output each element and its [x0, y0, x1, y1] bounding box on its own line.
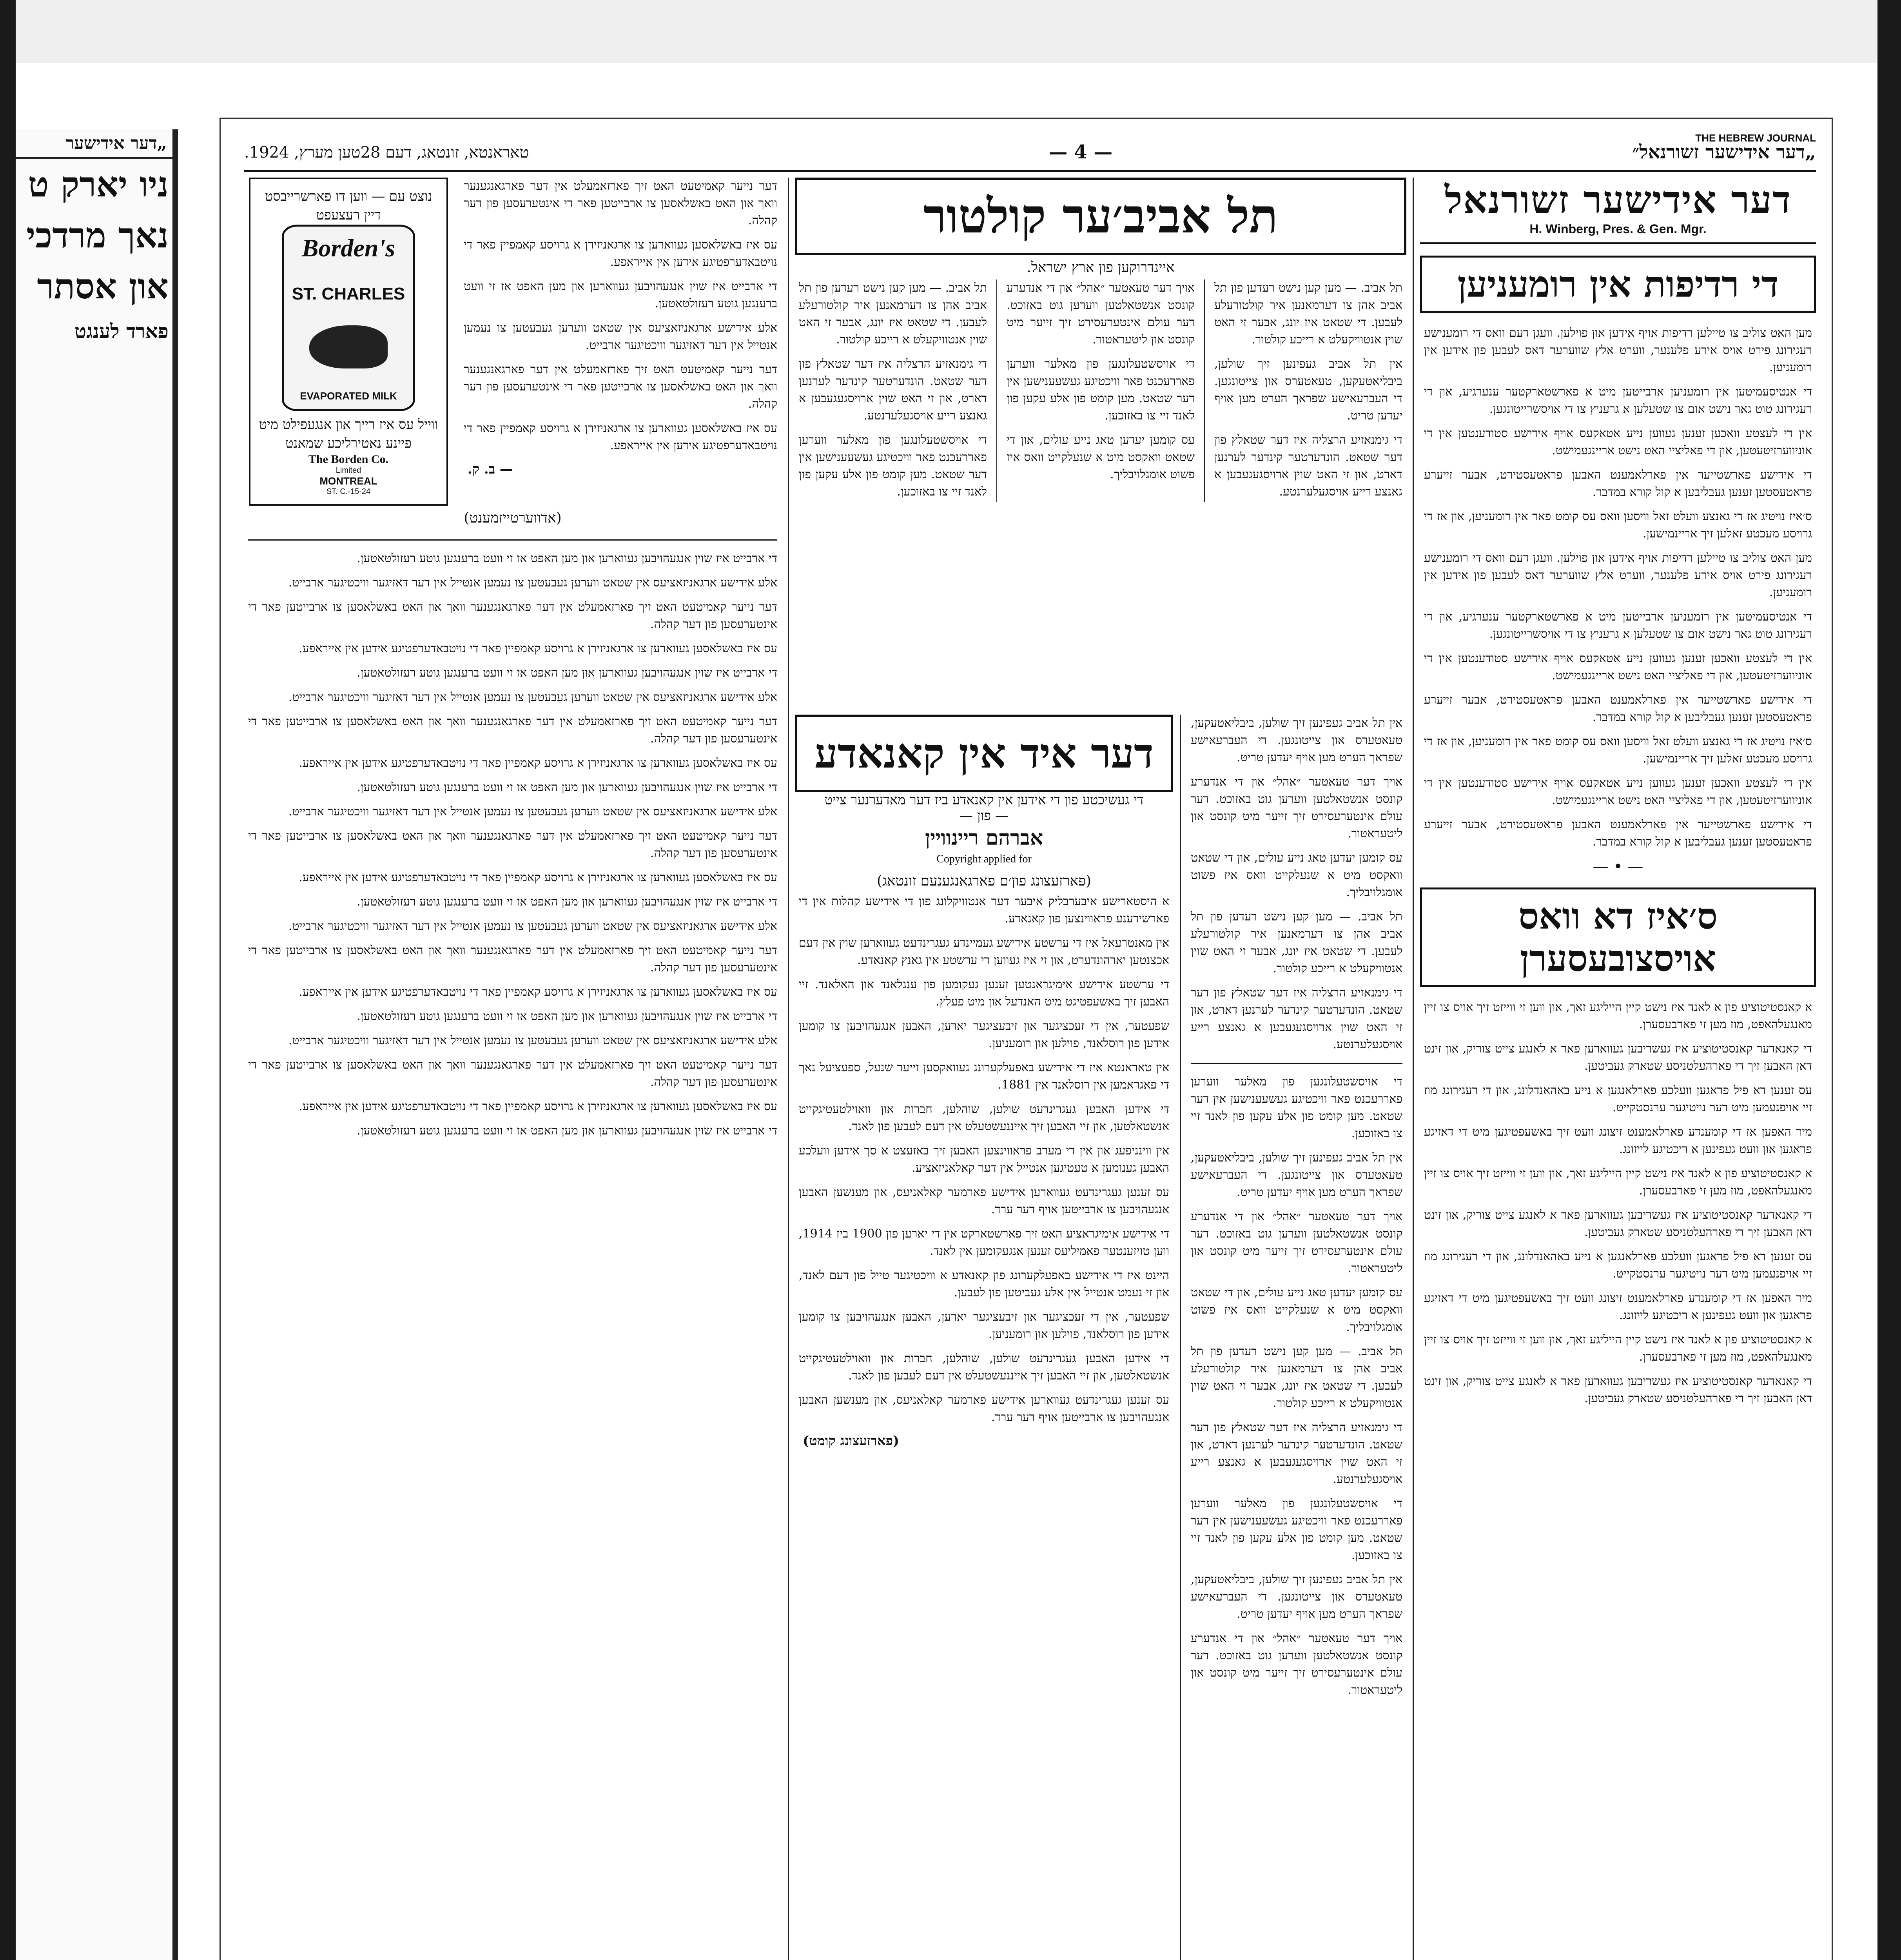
ad-text-top: נוצט עם — ווען דו פארשרייבסט דיין רעצעפט — [265, 189, 432, 223]
telaviv-paragraph: אויך דער טעאטער ״אהל״ און די אנדערע קונסט אנשטאלטען ווערען גוט באזוכט. דער עולם אינטערעסירט זיך זייער מיט קונסט און ליטעראטור. — [1191, 1632, 1402, 1697]
page-number: — 4 — — [1048, 141, 1113, 163]
jew-in-canada-headline: דער איד אין קאנאדע — [795, 715, 1173, 792]
lessons-paragraph: דער נייער קאמיטעט האט זיך פארזאמעלט אין דער פארגאנגענער וואך און האט באשלאסען צו ארבייטען פאר די אינטערעסען פון דער קהלה. — [248, 1058, 777, 1089]
lessons-paragraph: עס איז באשלאסען געווארען צו ארגאניזירן א גרויסע קאמפיין פאר די נויטבאדערפטיגע אידען אין אייראפע. — [299, 1100, 777, 1113]
lessons-paragraph: דער נייער קאמיטעט האט זיך פארזאמעלט אין דער פארגאנגענער וואך און האט באשלאסען צו ארבייטען פאר די אינטערעסען פון דער קהלה. — [464, 363, 777, 411]
english-journal-name: THE HEBREW JOURNAL — [1695, 132, 1816, 144]
telaviv-headline: תל אביב׳ער קולטור — [795, 178, 1406, 255]
canada-paragraph: אין מאנטרעאל איז די ערשטע אידישע געמיינדע געגרינדעט געווארען שוין אין דעם אכצנטען יארהונדערט, און זי איז געווען די ערשטע אין גאנץ קאנאדע. — [799, 936, 1169, 967]
lessons-paragraph: אלע אידישע ארגאניזאציעס אין שטאט ווערען געבעטען צו נעמען אנטייל אין דער דאזיגער וויכטיגער ארבייט. — [288, 1034, 777, 1047]
telaviv-paragraph: די גימנאזיע הרצליה איז דער שטאלץ פון דער שטאט. הונדערטער קינדער לערנען דארט, און זי האט שוין ארויסגעגעבען א גאנצע רייע אויסגעלערנטע. — [1191, 986, 1402, 1051]
telaviv-paragraph: די גימנאזיע הרצליה איז דער שטאלץ פון דער שטאט. הונדערטער קינדער לערנען דארט, און זי האט שוין ארויסגעגעבען א גאנצע רייע אויסגעלערנטע. — [1191, 1421, 1402, 1486]
telaviv-paragraph: אין תל אביב געפינען זיך שולען, ביבליאטעקען, טעאטערס און צייטונגען. די העברעאישע שפראך הערט מען אויף יעדען טריט. — [1191, 716, 1402, 764]
column-divider — [1191, 1063, 1402, 1064]
masthead-title: דער אידישער זשורנאל — [1444, 178, 1792, 222]
improve-paragraph: עס זענען דא פיל פראגען וועלכע פארלאנגען א נייע באהאנדלונג, און די רעגירונג מוז זיי אויפנעמען מיט דער נויטיגער ערנסטקייט. — [1424, 1083, 1812, 1114]
improve-paragraph: די קאנאדער קאנסטיטוציע איז געשריבען געווארען פאר א לאנגע צייט צוריק, און זינט דאן האבען זיך די פארהעלטניסע שטארק געביטען. — [1424, 1208, 1812, 1239]
lessons-paragraph: דער נייער קאמיטעט האט זיך פארזאמעלט אין דער פארגאנגענער וואך און האט באשלאסען צו ארבייטען פאר די אינטערעסען פון דער קהלה. — [248, 715, 777, 746]
ad-text-mid: ווייל עס איז רייך און אנגעפילט מיט פיינע נאטירליכע שמאנט — [259, 417, 438, 451]
canada-paragraph: די אידען האבען געגרינדעט שולען, שוהלען, חברות און וואוילטעטיגקייט אנשטאלטען, און זיי האבען זיך אייננעשטעלט אין דעם לעבען פון לאנד. — [799, 1102, 1169, 1133]
improve-paragraph: מיר האפען אז די קומענדע פארלאמענט זיצונג וועט זיך באשעפטיגען מיט די דאזיגע פראגען און וועט געפינען א ריכטיגע לייזונג. — [1424, 1291, 1812, 1322]
romania-paragraph: ס׳איז נויטיג אז די גאנצע וועלט זאל וויסען וואס עס קומט פאר אין רומעניען, און אז די גרויסע מעכטע זאלען זיך אריינמישען. — [1424, 510, 1812, 541]
newspaper-page — [219, 118, 1833, 1960]
prev-page-headline-3: און אסתר — [37, 266, 169, 307]
scan-top-margin — [0, 0, 1901, 63]
lessons-paragraph: עס איז באשלאסען געווארען צו ארגאניזירן א גרויסע קאמפיין פאר די נויטבאדערפטיגע אידען אין אייראפע. — [464, 238, 777, 269]
lessons-paragraph: דער נייער קאמיטעט האט זיך פארזאמעלט אין דער פארגאנגענער וואך און האט באשלאסען צו ארבייטען פאר די אינטערעסען פון דער קהלה. — [248, 829, 777, 860]
prev-page-subhead: פארד לענגט — [74, 319, 169, 343]
lessons-paragraph: די ארבייט איז שוין אנגעהויבען געווארען און מען האפט אז זי וועט ברענגען גוטע רעזולטאטען. — [464, 279, 777, 310]
romania-paragraph: די אידישע פארשטייער אין פארלאמענט האבען פראטעסטירט, אבער זייערע פראטעסטען זענען געבליבען א קול קורא במדבר. — [1424, 693, 1812, 724]
romania-paragraph: די אידישע פארשטייער אין פארלאמענט האבען פראטעסטירט, אבער זייערע פראטעסטען זענען געבליבען א קול קורא במדבר. — [1424, 468, 1812, 499]
lessons-paragraph: דער נייער קאמיטעט האט זיך פארזאמעלט אין דער פארגאנגענער וואך און האט באשלאסען צו ארבייטען פאר די אינטערעסען פון דער קהלה. — [248, 944, 777, 975]
lessons-paragraph: די ארבייט איז שוין אנגעהויבען געווארען און מען האפט אז זי וועט ברענגען גוטע רעזולטאטען. — [357, 666, 777, 680]
copyright-notice: Copyright applied for — [936, 853, 1032, 865]
column-rule — [1413, 178, 1414, 1960]
lessons-signature: — ב. ק. — [468, 461, 513, 477]
romania-paragraph: מען האט צוליב צו טיילען רדיפות אויף אידען און פוילען. וועגן דעם וואס די רומענישע רעגירונג פירט אויס אירע פלענער, ווערט אלץ שווערער דאס לעבען פון אידען אין רומעניען. — [1424, 326, 1812, 374]
telaviv-byline: איינדרוקען פון ארץ ישראל. — [1027, 260, 1175, 276]
lessons-paragraph: עס איז באשלאסען געווארען צו ארגאניזירן א גרויסע קאמפיין פאר די נויטבאדערפטיגע אידען אין אייראפע. — [299, 871, 777, 884]
improve-paragraph: די קאנאדער קאנסטיטוציע איז געשריבען געווארען פאר א לאנגע צייט צוריק, און זינט דאן האבען זיך די פארהעלטניסע שטארק געביטען. — [1424, 1042, 1812, 1073]
canada-paragraph: שפעטער, אין די זעכציגער און זיבעציגער יארען, האבען אנגעהויבען צו קומען אידען פון רוסלאנד, פוילען און רומעניען. — [799, 1019, 1169, 1050]
telaviv-body — [795, 279, 1406, 502]
romania-headline: די רדיפות אין רומעניען — [1420, 256, 1816, 313]
telaviv-paragraph: די אויסשטעלונגען פון מאלער ווערען פאררעכנט פאר וויכטיגע געשעענישען אין דער שטאט. מען קומט פון אלע עקען פון לאנד זיי צו באזוכען. — [1191, 1497, 1402, 1562]
editorial-column — [1420, 178, 1816, 1960]
telaviv-paragraph: די אויסשטעלונגען פון מאלער ווערען פאררעכנט פאר וויכטיגע געשעענישען אין דער שטאט. מען קומט פון אלע עקען פון לאנד זיי צו באזוכען. — [799, 433, 987, 499]
paper-name: „דער אידישער זשורנאל״ — [1632, 141, 1816, 163]
lessons-paragraph: דער נייער קאמיטעט האט זיך פארזאמעלט אין דער פארגאנגענער וואך און האט באשלאסען צו ארבייטען פאר די אינטערעסען פון דער קהלה. — [464, 179, 777, 227]
telaviv-paragraph: אויך דער טעאטער ״אהל״ און די אנדערע קונסט אנשטאלטען ווערען גוט באזוכט. דער עולם אינטערעסירט זיך זייער מיט קונסט און ליטעראטור. — [1191, 1210, 1402, 1275]
telaviv-paragraph: אויך דער טעאטער ״אהל״ און די אנדערע קונסט אנשטאלטען ווערען גוט באזוכט. דער עולם אינטערעסירט זיך זייער מיט קונסט און ליטעראטור. — [1007, 281, 1195, 347]
telaviv-paragraph: תל אביב. — מען קען נישט רעדען פון תל אביב אהן צו דערמאנען איר קולטורעלע לעבען. די שטאט איז יונג, אבער זי האט שוין אנטוויקעלט א רייכע קולטור. — [1214, 281, 1402, 347]
column-rule — [788, 178, 789, 1960]
telaviv-paragraph: די גימנאזיע הרצליה איז דער שטאלץ פון דער שטאט. הונדערטער קינדער לערנען דארט, און זי האט שוין ארויסגעגעבען א גאנצע רייע אויסגעלערנטע. — [1214, 433, 1402, 499]
prev-page-headline-1: ניו יארק ט — [28, 164, 169, 205]
lessons-paragraph: אלע אידישע ארגאניזאציעס אין שטאט ווערען געבעטען צו נעמען אנטייל אין דער דאזיגער וויכטיגער ארבייט. — [288, 919, 777, 933]
canada-paragraph: עס זענען געגרינדעט געווארען אידישע פארמער קאלאניעס, און מענשען האבען אנגעהויבען צו ארבייטען אויף דער ערד. — [799, 1393, 1169, 1424]
continued-note: (פארזעצונג פון׳ם פארגאנגענעם זונטאג) — [877, 873, 1091, 889]
cow-icon — [309, 325, 388, 368]
telaviv-paragraph: תל אביב. — מען קען נישט רעדען פון תל אביב אהן צו דערמאנען איר קולטורעלע לעבען. די שטאט איז יונג, אבער זי האט שוין אנטוויקעלט א רייכע קולטור. — [1191, 1345, 1402, 1410]
lessons-paragraph: עס איז באשלאסען געווארען צו ארגאניזירן א גרויסע קאמפיין פאר די נויטבאדערפטיגע אידען אין אייראפע. — [464, 421, 777, 452]
canada-paragraph: די ערשטע אידישע אימיגראנטען זענען געקומען פון ענגלאנד און האלאנד. זיי האבען זיך באשעפטיגט מיט האנדעל און מיט פעלץ. — [799, 978, 1169, 1009]
canada-paragraph: אין ווינניפעג און אין די מערב פראווינצען האבען זיך באזעצט א סך אידען וועלכע האבען גענומען א טעטיגען אנטייל אין דער קאלאניזאציע. — [799, 1144, 1169, 1175]
canada-paragraph: א היסטארישע איבערבליק איבער דער אנטוויקלונג פון די אידישע קהלות אין די פארשידענע פראווינצען פון קאנאדע. — [799, 895, 1169, 926]
milk-can-image — [282, 225, 415, 411]
ad-product: ST. CHARLES — [292, 284, 405, 303]
telaviv-paragraph: אין תל אביב געפינען זיך שולען, ביבליאטעקען, טעאטערס און צייטונגען. די העברעאישע שפראך הערט מען אויף יעדען טריט. — [1191, 1573, 1402, 1621]
improve-paragraph: מיר האפען אז די קומענדע פארלאמענט זיצונג וועט זיך באשעפטיגען מיט די דאזיגע פראגען און וועט געפינען א ריכטיגע לייזונג. — [1424, 1125, 1812, 1156]
telaviv-paragraph: אין תל אביב געפינען זיך שולען, ביבליאטעקען, טעאטערס און צייטונגען. די העברעאישע שפראך הערט מען אויף יעדען טריט. — [1191, 1151, 1402, 1199]
continued-footer: (פארזעצונג קומט) — [803, 1433, 900, 1449]
improve-paragraph: די קאנאדער קאנסטיטוציע איז געשריבען געווארען פאר א לאנגע צייט צוריק, און זינט דאן האבען זיך די פארהעלטניסע שטארק געביטען. — [1424, 1374, 1812, 1405]
lessons-paragraph: די ארבייט איז שוין אנגעהויבען געווארען און מען האפט אז זי וועט ברענגען גוטע רעזולטאטען. — [357, 1009, 777, 1023]
previous-page-fragment — [16, 129, 178, 1960]
telaviv-article — [795, 178, 1406, 707]
lessons-top — [460, 178, 781, 506]
canada-paragraph: אין טאראנטא איז די אידישע באפעלקערונג געוואקסען זייער שנעל, ספעציעל נאך די פאגראמען אין רוסלאנד אין 1881. — [799, 1061, 1169, 1092]
romania-paragraph: אין די לעצטע וואכען זענען געווען נייע אטאקעס אויף אידישע סטודענטען אין די אוניווערזיטעטען, און די פאליציי האט נישט אריינגעמישט. — [1424, 426, 1812, 457]
ad-brand: Borden's — [301, 234, 395, 262]
ad-city: MONTREAL — [319, 475, 377, 487]
romania-paragraph: מען האט צוליב צו טיילען רדיפות אויף אידען און פוילען. וועגן דעם וואס די רומענישע רעגירונג פירט אויס אירע פלענער, ווערט אלץ שווערער דאס לעבען פון אידען אין רומעניען. — [1424, 551, 1812, 599]
canada-paragraph: היינט איז די אידישע באפעלקערונג פון קאנאדע א וויכטיגער טייל פון דעם לאנד, און זי נעמט אנטייל אין אלע געביטען פון לעבען. — [799, 1269, 1169, 1299]
improve-headline: ס׳איז דא וואס אויסצובעסערן — [1420, 887, 1816, 987]
canada-paragraph: שפעטער, אין די זעכציגער און זיבעציגער יארען, האבען אנגעהויבען צו קומען אידען פון רוסלאנד, פוילען און רומעניען. — [799, 1310, 1169, 1341]
romania-paragraph: אין די לעצטע וואכען זענען געווען נייע אטאקעס אויף אידישע סטודענטען אין די אוניווערזיטעטען, און די פאליציי האט נישט אריינגעמישט. — [1424, 652, 1812, 682]
lessons-paragraph: אלע אידישע ארגאניזאציעס אין שטאט ווערען געבעטען צו נעמען אנטייל אין דער דאזיגער וויכטיגער ארבייט. — [288, 690, 777, 704]
lessons-paragraph: אלע אידישע ארגאניזאציעס אין שטאט ווערען געבעטען צו נעמען אנטייל אין דער דאזיגער וויכטיגער ארבייט. — [464, 321, 777, 352]
romania-paragraph: אין די לעצטע וואכען זענען געווען נייע אטאקעס אויף אידישע סטודענטען אין די אוניווערזיטעטען, און די פאליציי האט נישט אריינגעמישט. — [1424, 776, 1812, 807]
ad-caption: (אדווערטייזמענט) — [464, 510, 562, 526]
lessons-paragraph: דער נייער קאמיטעט האט זיך פארזאמעלט אין דער פארגאנגענער וואך און האט באשלאסען צו ארבייטען פאר די אינטערעסען פון דער קהלה. — [248, 600, 777, 631]
improve-paragraph: א קאנסטיטוציע פון א לאנד איז נישט קיין הייליגע זאך, און ווען זי ווייזט זיך אויס צו זיין מאנגעלהאפט, מוז מען זי פארבעסערן. — [1424, 1167, 1812, 1198]
scan-edge-left — [0, 0, 16, 1960]
column-divider — [248, 539, 777, 541]
telaviv-paragraph: עס קומען יעדען טאג נייע עולים, און די שטאט וואקסט מיט א שנעלקייט וואס איז פשוט אומגלויבליך. — [1007, 433, 1195, 481]
romania-paragraph: די אנטיסעמיטען אין רומעניען ארבייטען מיט א פארשטארקטער ענערגיע, און די רעגירונג טוט גאר נישט אום צו שטעלען א גרעניץ צו די אויסשרייטונגען. — [1424, 385, 1812, 416]
telaviv-paragraph: די אויסשטעלונגען פון מאלער ווערען פאררעכנט פאר וויכטיגע געשעענישען אין דער שטאט. מען קומט פון אלע עקען פון לאנד זיי צו באזוכען. — [1007, 357, 1195, 423]
dateline: טאראנטא, זונטאג, דעם 28טען מערץ, 1924. — [244, 143, 529, 162]
improve-paragraph: א קאנסטיטוציע פון א לאנד איז נישט קיין הייליגע זאך, און ווען זי ווייזט זיך אויס צו זיין מאנגעלהאפט, מוז מען זי פארבעסערן. — [1424, 1333, 1812, 1364]
left-column — [244, 178, 781, 1960]
jew-in-canada-subtitle: די געשיכטע פון די אידען אין קאנאדע ביז דער מאדערנער צייט — [824, 792, 1144, 808]
column-rule — [1180, 715, 1181, 1960]
lessons-paragraph: עס איז באשלאסען געווארען צו ארגאניזירן א גרויסע קאמפיין פאר די נויטבאדערפטיגע אידען אין אייראפע. — [299, 642, 777, 655]
lessons-paragraph: אלע אידישע ארגאניזאציעס אין שטאט ווערען געבעטען צו נעמען אנטייל אין דער דאזיגער וויכטיגער ארבייט. — [288, 576, 777, 590]
ad-company-sub: Limited — [336, 466, 361, 475]
telaviv-paragraph: תל אביב. — מען קען נישט רעדען פון תל אביב אהן צו דערמאנען איר קולטורעלע לעבען. די שטאט איז יונג, אבער זי האט שוין אנטוויקעלט א רייכע קולטור. — [1191, 910, 1402, 975]
lessons-paragraph: עס איז באשלאסען געווארען צו ארגאניזירן א גרויסע קאמפיין פאר די נויטבאדערפטיגע אידען אין אייראפע. — [299, 756, 777, 770]
telaviv-paragraph: אין תל אביב געפינען זיך שולען, ביבליאטעקען, טעאטערס און צייטונגען. די העברעאישע שפראך הערט מען אויף יעדען טריט. — [1214, 357, 1402, 423]
lessons-paragraph: די ארבייט איז שוין אנגעהויבען געווארען און מען האפט אז זי וועט ברענגען גוטע רעזולטאטען. — [357, 780, 777, 794]
telaviv-paragraph: אויך דער טעאטער ״אהל״ און די אנדערע קונסט אנשטאלטען ווערען גוט באזוכט. דער עולם אינטערעסירט זיך זייער מיט קונסט און ליטעראטור. — [1191, 775, 1402, 840]
telaviv-paragraph: תל אביב. — מען קען נישט רעדען פון תל אביב אהן צו דערמאנען איר קולטורעלע לעבען. די שטאט איז יונג, אבער זי האט שוין אנטוויקעלט א רייכע קולטור. — [799, 281, 987, 347]
ad-label: EVAPORATED MILK — [300, 390, 397, 402]
ad-code: ST. C.-15-24 — [326, 487, 371, 496]
telaviv-paragraph: עס קומען יעדען טאג נייע עולים, און די שטאט וואקסט מיט א שנעלקייט וואס איז פשוט אומגלויבליך. — [1191, 851, 1402, 899]
scan-edge-right — [1877, 0, 1901, 1960]
middle-column — [1187, 715, 1406, 1960]
prev-page-headline-2: נאך מרדכי — [26, 215, 169, 256]
telaviv-paragraph: די גימנאזיע הרצליה איז דער שטאלץ פון דער שטאט. הונדערטער קינדער לערנען דארט, און זי האט שוין ארויסגעגעבען א גאנצע רייע אויסגעלערנטע. — [799, 357, 987, 423]
romania-paragraph: די אידישע פארשטייער אין פארלאמענט האבען פראטעסטירט, אבער זייערע פראטעסטען זענען געבליבען א קול קורא במדבר. — [1424, 818, 1812, 849]
canada-paragraph: די אידישע אימיגראציע האט זיך פארשטארקט אין די יארען פון 1900 ביז 1914, ווען טויזענטער פאמיליעס זענען אנגעקומען אין לאנד. — [799, 1227, 1170, 1258]
telaviv-paragraph: די אויסשטעלונגען פון מאלער ווערען פאררעכנט פאר וויכטיגע געשעענישען אין דער שטאט. מען קומט פון אלע עקען פון לאנד זיי צו באזוכען. — [1191, 1075, 1402, 1140]
ad-row — [244, 178, 781, 506]
romania-paragraph: די אנטיסעמיטען אין רומעניען ארבייטען מיט א פארשטארקטער ענערגיע, און די רעגירונג טוט גאר נישט אום צו שטעלען א גרעניץ צו די אויסשרייטונגען. — [1424, 610, 1812, 641]
lessons-paragraph: די ארבייט איז שוין אנגעהויבען געווארען און מען האפט אז זי וועט ברענגען גוטע רעזולטאטען. — [357, 895, 777, 909]
canada-paragraph: די אידען האבען געגרינדעט שולען, שוהלען, חברות און וואוילטעטיגקייט אנשטאלטען, און זיי האבען זיך אייננעשטעלט אין דעם לעבען פון לאנד. — [799, 1352, 1169, 1383]
prev-page-header: „דער אידישער — [16, 129, 172, 159]
improve-paragraph: א קאנסטיטוציע פון א לאנד איז נישט קיין הייליגע זאך, און ווען זי ווייזט זיך אויס צו זיין מאנגעלהאפט, מוז מען זי פארבעסערן. — [1424, 1000, 1812, 1031]
page-header — [244, 134, 1816, 172]
lessons-paragraph: די ארבייט איז שוין אנגעהויבען געווארען און מען האפט אז זי וועט ברענגען גוטע רעזולטאטען. — [357, 1124, 777, 1138]
telaviv-paragraph: עס קומען יעדען טאג נייע עולים, און די שטאט וואקסט מיט א שנעלקייט וואס איז פשוט אומגלויבליך. — [1191, 1286, 1402, 1334]
borden-ad — [249, 178, 448, 506]
improve-paragraph: עס זענען דא פיל פראגען וועלכע פארלאנגען א נייע באהאנדלונג, און די רעגירונג מוז זיי אויפנעמען מיט דער נויטיגער ערנסטקייט. — [1424, 1250, 1812, 1281]
jew-in-canada-article — [795, 715, 1173, 1960]
masthead-publisher: H. Winberg, Pres. & Gen. Mgr. — [1529, 222, 1707, 236]
romania-paragraph: ס׳איז נויטיג אז די גאנצע וועלט זאל וויסען וואס עס קומט פאר אין רומעניען, און אז די גרויסע מעכטע זאלען זיך אריינמישען. — [1424, 735, 1812, 766]
jew-in-canada-fun: — פון — — [960, 808, 1009, 824]
lessons-paragraph: די ארבייט איז שוין אנגעהויבען געווארען און מען האפט אז זי וועט ברענגען גוטע רעזולטאטען. — [357, 552, 777, 565]
masthead — [1420, 178, 1816, 244]
section-divider: — • — — [1593, 858, 1643, 876]
lessons-paragraph: אלע אידישע ארגאניזאציעס אין שטאט ווערען געבעטען צו נעמען אנטייל אין דער דאזיגער וויכטיגער ארבייט. — [288, 805, 777, 818]
canada-paragraph: עס זענען געגרינדעט געווארען אידישע פארמער קאלאניעס, און מענשען האבען אנגעהויבען צו ארבייטען אויף דער ערד. — [799, 1185, 1169, 1216]
jew-in-canada-author: אברהם ריינוויין — [925, 826, 1043, 850]
ad-company: The Borden Co. — [308, 453, 389, 466]
lessons-paragraph: עס איז באשלאסען געווארען צו ארגאניזירן א גרויסע קאמפיין פאר די נויטבאדערפטיגע אידען אין אייראפע. — [299, 985, 777, 999]
